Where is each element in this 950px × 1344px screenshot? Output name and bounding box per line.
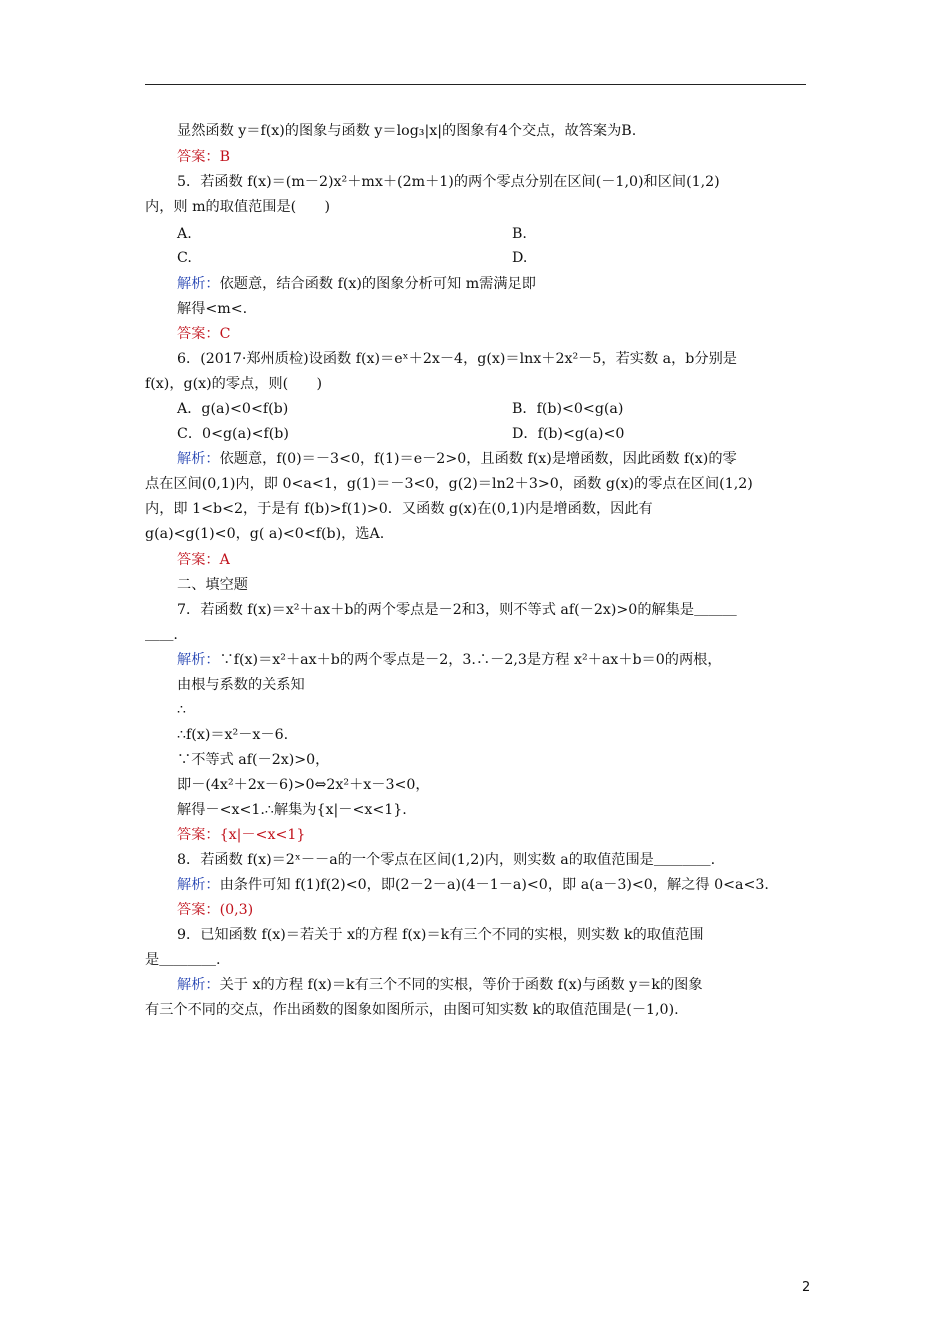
analysis-label: 解析： bbox=[177, 977, 220, 993]
text-line: 9．已知函数 f(x)＝若关于 x的方程 f(x)＝k有三个不同的实根，则实数 k的取值范围 bbox=[177, 927, 704, 943]
analysis-label: 解析： bbox=[177, 877, 220, 893]
text-line: g(a)<g(1)<0，g( a)<0<f(b)，选A. bbox=[145, 526, 385, 542]
text-line: 答案：B bbox=[177, 149, 230, 165]
text-line: 8．若函数 f(x)＝2ˣ－－a的一个零点在区间(1,2)内，则实数 a的取值范围是＿＿＿＿. bbox=[177, 852, 716, 868]
text-line: 内，即 1<b<2，于是有 f(b)>f(1)>0．又函数 g(x)在(0,1)内是增函数，因此有 bbox=[145, 501, 653, 517]
text-line: 解得－<x<1.∴解集为{x|－<x<1}. bbox=[177, 802, 407, 818]
text-line: 由根与系数的关系知 bbox=[177, 677, 305, 693]
text-line: 解析：依题意，结合函数 f(x)的图象分析可知 m需满足即 bbox=[177, 276, 536, 292]
text-line: 解析：依题意，f(0)＝－3<0，f(1)＝e－2>0，且函数 f(x)是增函数，因此函数 f(x)的零 bbox=[177, 451, 737, 467]
text-line: 是＿＿＿＿. bbox=[145, 952, 221, 968]
analysis-label: 解析： bbox=[177, 276, 220, 292]
text-line: 内，则 m的取值范围是( ) bbox=[145, 199, 331, 215]
text-line: 显然函数 y＝f(x)的图象与函数 y＝log₃|x|的图象有4个交点，故答案为B. bbox=[177, 123, 637, 139]
text-line: 解析：∵f(x)＝x²＋ax＋b的两个零点是－2，3.∴－2,3是方程 x²＋ax＋b＝0的两根， bbox=[177, 652, 722, 668]
text-line: 答案：A bbox=[177, 552, 230, 568]
text-line: 6．(2017·郑州质检)设函数 f(x)＝eˣ＋2x－4，g(x)＝lnx＋2x²－5，若实数 a，b分别是 bbox=[177, 351, 737, 367]
page-number: 2 bbox=[802, 1280, 811, 1295]
text-line: 解析：关于 x的方程 f(x)＝k有三个不同的实根，等价于函数 f(x)与函数 y＝k的图象 bbox=[177, 977, 703, 993]
text-line: 解析：由条件可知 f(1)f(2)<0，即(2－2－a)(4－1－a)<0，即 a(a－3)<0，解之得 0<a<3. bbox=[177, 877, 769, 893]
text-line: A．g(a)<0<f(b) bbox=[177, 401, 289, 417]
header-rule bbox=[145, 84, 806, 85]
text-line: f(x)，g(x)的零点，则( ) bbox=[145, 376, 323, 392]
text-line: D．f(b)<g(a)<0 bbox=[512, 426, 625, 442]
text-line: 5．若函数 f(x)＝(m－2)x²＋mx＋(2m＋1)的两个零点分别在区间(－1,0)和区间(1,2) bbox=[177, 174, 720, 190]
text-line: ∴f(x)＝x²－x－6. bbox=[177, 727, 289, 743]
text-line: B．f(b)<0<g(a) bbox=[512, 401, 624, 417]
text-line: 有三个不同的交点，作出函数的图象如图所示，由图可知实数 k的取值范围是(－1,0). bbox=[145, 1002, 679, 1018]
analysis-label: 解析： bbox=[177, 652, 220, 668]
text-line: 即－(4x²＋2x－6)>0⇔2x²＋x－3<0， bbox=[177, 777, 430, 793]
text-line: B. bbox=[512, 226, 527, 242]
text-line: 点在区间(0,1)内，即 0<a<1，g(1)＝－3<0，g(2)＝ln2＋3>0，函数 g(x)的零点在区间(1,2) bbox=[145, 476, 753, 492]
text-line: 答案：{x|－<x<1} bbox=[177, 827, 306, 843]
text-line: C. bbox=[177, 250, 192, 266]
text-line: C．0<g(a)<f(b) bbox=[177, 426, 289, 442]
text-line: 答案：(0,3) bbox=[177, 902, 254, 918]
text-line: A. bbox=[177, 226, 192, 242]
text-line: D. bbox=[512, 250, 528, 266]
text-line: 7．若函数 f(x)＝x²＋ax＋b的两个零点是－2和3，则不等式 af(－2x)>0的解集是＿＿＿ bbox=[177, 602, 737, 618]
text-line: ∵不等式 af(－2x)>0， bbox=[177, 752, 330, 768]
text-line: ∴ bbox=[177, 702, 187, 718]
text-line: 答案：C bbox=[177, 326, 231, 342]
text-line: 解得<m<. bbox=[177, 301, 248, 317]
text-line: 二、填空题 bbox=[177, 577, 248, 593]
text-line: ＿＿. bbox=[145, 627, 178, 643]
analysis-label: 解析： bbox=[177, 451, 220, 467]
